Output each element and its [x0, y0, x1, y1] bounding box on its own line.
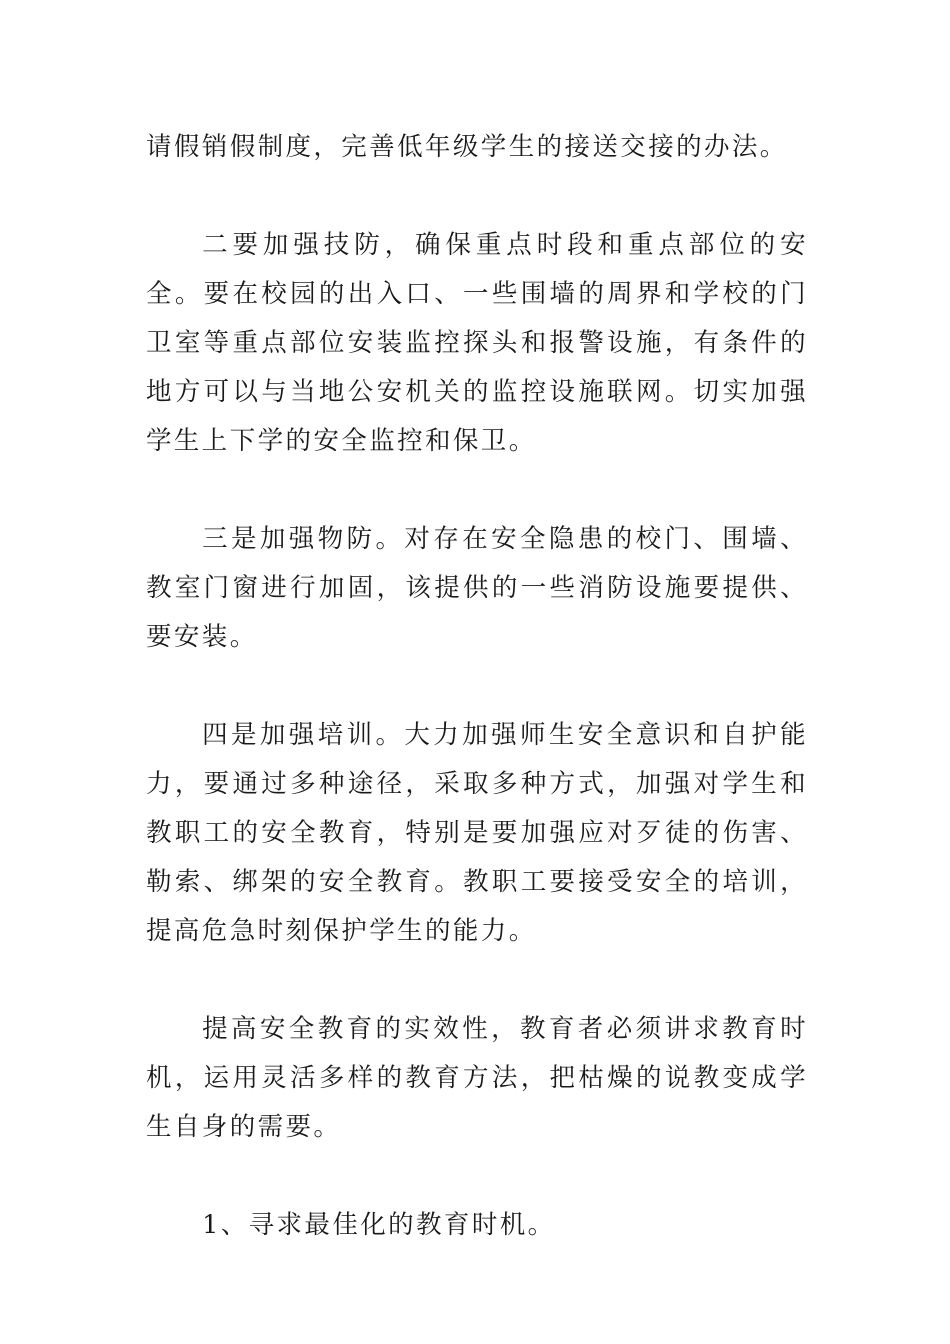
paragraph-technical-defense: 二要加强技防，确保重点时段和重点部位的安全。要在校园的出入口、一些围墙的周界和学校的门卫室等重点部位安装监控探头和报警设施，有条件的地方可以与当地公安机关的监控设施联网。切实加强学生上下学的安全监控和保卫。 — [146, 230, 808, 456]
document-body — [146, 123, 808, 1250]
paragraph-leave-system: 请假销假制度，完善低年级学生的接送交接的办法。 — [146, 132, 788, 162]
paragraph-education-effectiveness: 提高安全教育的实效性，教育者必须讲求教育时机，运用灵活多样的教育方法，把枯燥的说教变成学生自身的需要。 — [146, 1014, 808, 1142]
paragraph-physical-defense: 三是加强物防。对存在安全隐患的校门、围墙、教室门窗进行加固，该提供的一些消防设施要提供、要安装。 — [146, 524, 808, 652]
paragraph-training: 四是加强培训。大力加强师生安全意识和自护能力，要通过多种途径，采取多种方式，加强对学生和教职工的安全教育，特别是要加强应对歹徒的伤害、勒索、绑架的安全教育。教职工要接受安全的培训，提高危急时刻保护学生的能力。 — [146, 720, 808, 946]
paragraph-education-timing: 1、寻求最佳化的教育时机。 — [202, 1210, 556, 1240]
